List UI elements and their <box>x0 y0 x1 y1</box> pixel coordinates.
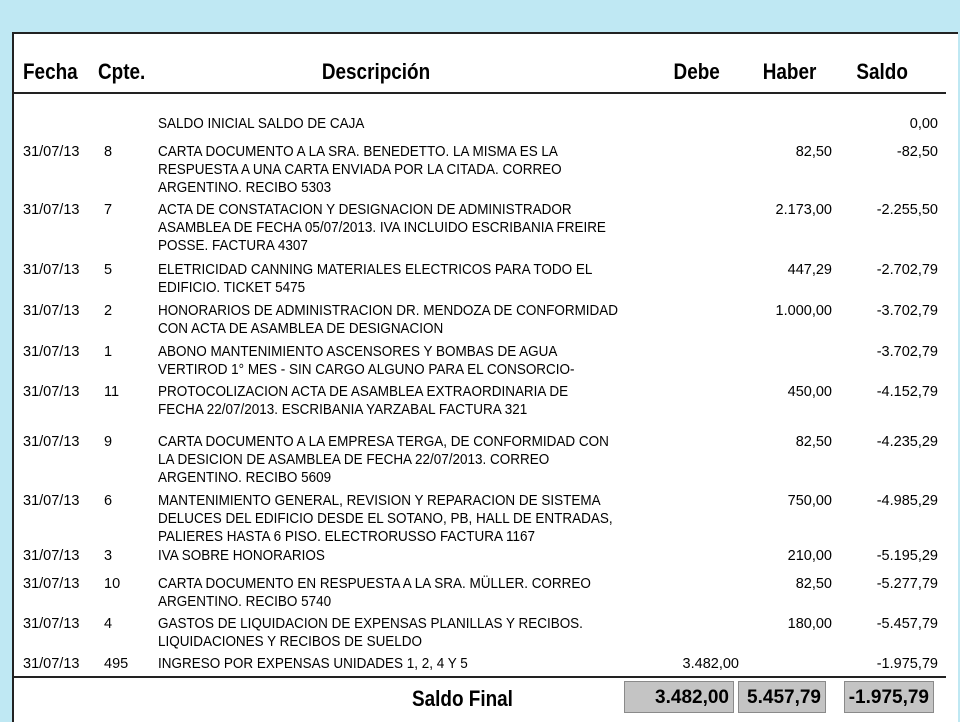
row-description: CARTA DOCUMENTO A LA EMPRESA TERGA, DE CONFORMIDAD CON LA DESICION DE ASAMBLEA DE FECHA 22/07/2013. CORREO ARGENTINO. RECIBO 5609 <box>158 434 609 486</box>
row-description: ACTA DE CONSTATACION Y DESIGNACION DE ADMINISTRADOR ASAMBLEA DE FECHA 05/07/2013. IVA INCLUIDO ESCRIBANIA FREIRE POSSE. FACTURA 4307 <box>158 202 606 254</box>
saldo-final-label: Saldo Final <box>412 686 513 711</box>
row-cpte: 7 <box>104 202 113 218</box>
row-date: 31/07/13 <box>23 144 80 160</box>
total-saldo: -1.975,79 <box>844 681 934 713</box>
row-description: GASTOS DE LIQUIDACION DE EXPENSAS PLANILLAS Y RECIBOS. LIQUIDACIONES Y RECIBOS DE SUELDO <box>158 616 583 650</box>
header-descripcion: Descripción <box>321 59 431 84</box>
row-haber: 82,50 <box>795 434 832 450</box>
row-description: IVA SOBRE HONORARIOS <box>158 548 325 564</box>
total-debe: 3.482,00 <box>624 681 734 713</box>
row-saldo: -2.702,79 <box>876 262 938 278</box>
row-cpte: 10 <box>104 576 121 592</box>
row-date: 31/07/13 <box>23 656 80 672</box>
row-saldo: -5.195,29 <box>876 548 938 564</box>
row-saldo: -2.255,50 <box>876 202 938 218</box>
row-description: ELETRICIDAD CANNING MATERIALES ELECTRICOS PARA TODO EL EDIFICIO. TICKET 5475 <box>158 262 593 296</box>
row-date: 31/07/13 <box>23 576 80 592</box>
row-description: PROTOCOLIZACION ACTA DE ASAMBLEA EXTRAORDINARIA DE FECHA 22/07/2013. ESCRIBANIA YARZABAL FACTURA 321 <box>158 384 569 418</box>
row-cpte: 9 <box>104 434 113 450</box>
row-description: HONORARIOS DE ADMINISTRACION DR. MENDOZA DE CONFORMIDAD CON ACTA DE ASAMBLEA DE DESIGNACION <box>158 303 619 337</box>
row-cpte: 3 <box>104 548 113 564</box>
row-date: 31/07/13 <box>23 202 80 218</box>
row-saldo: -4.985,29 <box>876 493 938 509</box>
row-description: MANTENIMIENTO GENERAL, REVISION Y REPARACION DE SISTEMA DELUCES DEL EDIFICIO DESDE EL SOTANO, PB, HALL DE ENTRADAS, PALIERES HASTA 6 PISO. ELECTRORUSSO FACTURA 1167 <box>158 493 613 545</box>
row-saldo: -3.702,79 <box>876 344 938 360</box>
totals-divider <box>14 676 946 678</box>
row-date: 31/07/13 <box>23 434 80 450</box>
row-description: INGRESO POR EXPENSAS UNIDADES 1, 2, 4 Y 5 <box>158 656 468 672</box>
row-date: 31/07/13 <box>23 303 80 319</box>
row-saldo: -82,50 <box>896 144 938 160</box>
row-date: 31/07/13 <box>23 493 80 509</box>
row-saldo: -3.702,79 <box>876 303 938 319</box>
row-saldo: -5.277,79 <box>876 576 938 592</box>
row-saldo: 0,00 <box>909 116 938 132</box>
row-haber: 210,00 <box>787 548 832 564</box>
row-cpte: 8 <box>104 144 113 160</box>
row-haber: 450,00 <box>787 384 832 400</box>
row-date: 31/07/13 <box>23 616 80 632</box>
row-haber: 750,00 <box>787 493 832 509</box>
row-cpte: 5 <box>104 262 113 278</box>
row-description: CARTA DOCUMENTO EN RESPUESTA A LA SRA. MÜLLER. CORREO ARGENTINO. RECIBO 5740 <box>158 576 591 610</box>
row-saldo: -1.975,79 <box>876 656 938 672</box>
row-haber: 82,50 <box>795 576 832 592</box>
row-cpte: 1 <box>104 344 113 360</box>
row-cpte: 6 <box>104 493 113 509</box>
row-debe: 3.482,00 <box>682 656 739 672</box>
row-saldo: -4.152,79 <box>876 384 938 400</box>
row-haber: 180,00 <box>787 616 832 632</box>
row-cpte: 4 <box>104 616 113 632</box>
header-fecha: Fecha <box>23 59 78 84</box>
header-debe: Debe <box>673 59 720 84</box>
row-cpte: 2 <box>104 303 113 319</box>
row-haber: 82,50 <box>795 144 832 160</box>
row-cpte: 11 <box>104 384 120 400</box>
row-description: SALDO INICIAL SALDO DE CAJA <box>158 116 365 132</box>
total-haber: 5.457,79 <box>738 681 826 713</box>
row-cpte: 495 <box>104 656 129 672</box>
row-date: 31/07/13 <box>23 548 80 564</box>
row-description: CARTA DOCUMENTO A LA SRA. BENEDETTO. LA MISMA ES LA RESPUESTA A UNA CARTA ENVIADA POR LA CITADA. CORREO ARGENTINO. RECIBO 5303 <box>158 144 562 196</box>
header-cpte: Cpte. <box>98 59 146 84</box>
row-saldo: -4.235,29 <box>876 434 938 450</box>
row-haber: 447,29 <box>787 262 832 278</box>
row-description: ABONO MANTENIMIENTO ASCENSORES Y BOMBAS DE AGUA VERTIROD 1° MES - SIN CARGO ALGUNO PARA EL CONSORCIO- <box>158 344 575 378</box>
row-saldo: -5.457,79 <box>876 616 938 632</box>
row-haber: 1.000,00 <box>775 303 832 319</box>
row-date: 31/07/13 <box>23 384 80 400</box>
row-date: 31/07/13 <box>23 344 80 360</box>
header-haber: Haber <box>762 59 816 84</box>
row-date: 31/07/13 <box>23 262 80 278</box>
ledger-sheet <box>12 32 958 722</box>
table-header <box>14 34 946 94</box>
row-haber: 2.173,00 <box>775 202 832 218</box>
header-saldo: Saldo <box>856 59 908 84</box>
